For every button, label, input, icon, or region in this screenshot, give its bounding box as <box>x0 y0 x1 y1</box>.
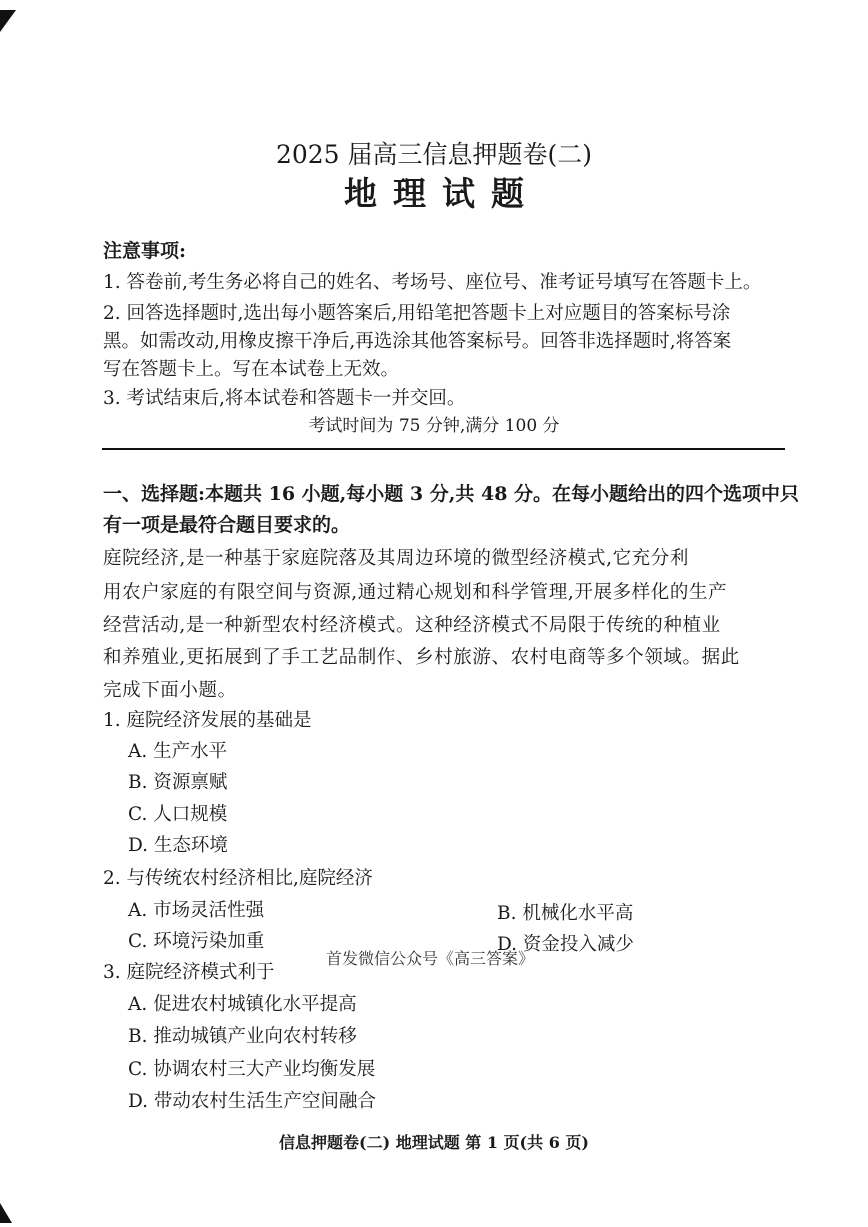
answer-option: B. 机械化水平高 <box>497 903 634 924</box>
question-stem: 2. 与传统农村经济相比,庭院经济 <box>103 868 373 889</box>
notice-line: 1. 答卷前,考生务必将自己的姓名、考场号、座位号、准考证号填写在答题卡上。 <box>103 272 762 293</box>
passage-line: 庭院经济,是一种基于家庭院落及其周边环境的微型经济模式,它充分利 <box>103 548 689 569</box>
answer-option: C. 环境污染加重 <box>128 931 265 952</box>
answer-option: A. 生产水平 <box>128 741 228 762</box>
notice-line: 2. 回答选择题时,选出每小题答案后,用铅笔把答题卡上对应题目的答案标号涂 <box>103 303 731 324</box>
watermark-text: 首发微信公众号《高三答案》 <box>326 949 535 968</box>
answer-option: A. 促进农村城镇化水平提高 <box>128 994 357 1015</box>
question-stem: 1. 庭院经济发展的基础是 <box>103 710 312 731</box>
answer-option: D. 带动农村生活生产空间融合 <box>128 1091 376 1112</box>
passage-line: 用农户家庭的有限空间与资源,通过精心规划和科学管理,开展多样化的生产 <box>103 582 728 603</box>
page-footer: 信息押题卷(二) 地理试题 第 1 页(共 6 页) <box>279 1133 589 1152</box>
scan-corner-mark <box>0 10 16 32</box>
question-stem: 3. 庭院经济模式利于 <box>103 962 275 983</box>
scan-corner-mark <box>0 1203 12 1223</box>
answer-option: D. 生态环境 <box>128 835 228 856</box>
passage-line: 和养殖业,更拓展到了手工艺品制作、乡村旅游、农村电商等多个领域。据此 <box>103 647 740 668</box>
notice-line: 黑。如需改动,用橡皮擦干净后,再选涂其他答案标号。回答非选择题时,将答案 <box>103 331 732 352</box>
section-heading: 一、选择题:本题共 16 小题,每小题 3 分,共 48 分。在每小题给出的四个选项中只 <box>103 483 800 505</box>
passage-line: 经营活动,是一种新型农村经济模式。这种经济模式不局限于传统的种植业 <box>103 615 721 636</box>
notice-line: 3. 考试结束后,将本试卷和答题卡一并交回。 <box>103 388 466 409</box>
exam-time-note: 考试时间为 75 分钟,满分 100 分 <box>308 416 560 436</box>
subject-title: 地理试题 <box>344 174 540 213</box>
exam-title: 2025 届高三信息押题卷(二) <box>275 140 593 169</box>
answer-option: C. 人口规模 <box>128 804 228 825</box>
answer-option: A. 市场灵活性强 <box>128 900 265 921</box>
section-heading: 有一项是最符合题目要求的。 <box>103 514 351 536</box>
answer-option: B. 推动城镇产业向农村转移 <box>128 1026 357 1047</box>
answer-option: B. 资源禀赋 <box>128 772 228 793</box>
divider <box>102 448 785 450</box>
passage-line: 完成下面小题。 <box>103 680 237 701</box>
answer-option: D. 资金投入减少 <box>497 934 634 955</box>
notice-heading: 注意事项: <box>103 240 187 262</box>
answer-option: C. 协调农村三大产业均衡发展 <box>128 1059 376 1080</box>
notice-line: 写在答题卡上。写在本试卷上无效。 <box>103 359 400 380</box>
